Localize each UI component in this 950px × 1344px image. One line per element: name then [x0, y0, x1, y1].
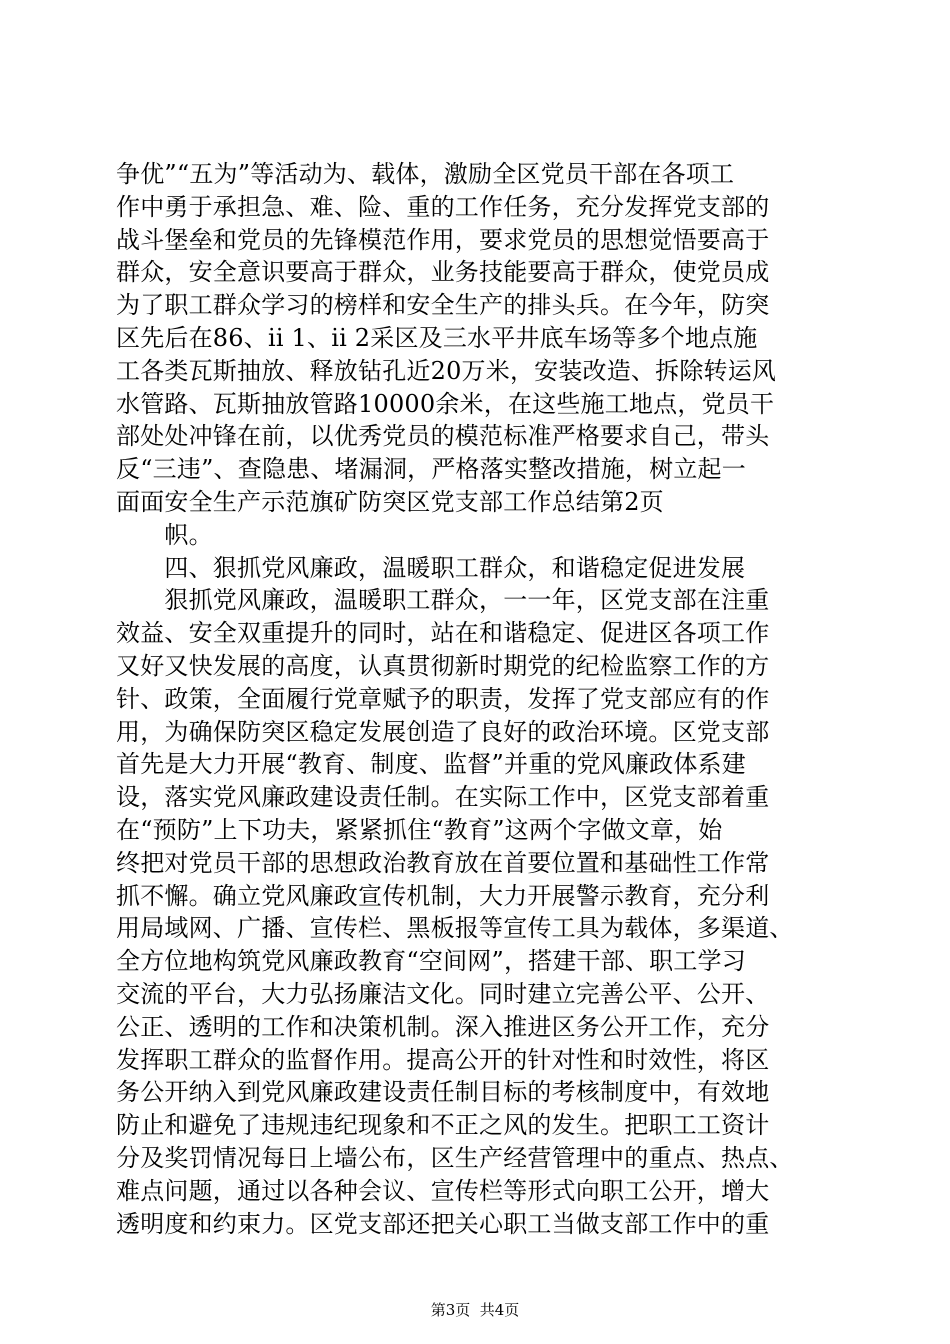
text-line: 工各类瓦斯抽放、释放钻孔近20万米，安装改造、拆除转运风: [116, 356, 777, 385]
text-line: 四、狠抓党风廉政，温暖职工群众，和谐稳定促进发展: [116, 553, 746, 582]
text-line: 防止和避免了违规违纪现象和不正之风的发生。把职工工资计: [116, 1111, 770, 1140]
text-line: 水管路、瓦斯抽放管路10000余米，在这些施工地点，党员干: [116, 389, 775, 418]
text-line: 全方位地构筑党风廉政教育“空间网”，搭建干部、职工学习: [116, 947, 746, 976]
text-line: 设，落实党风廉政建设责任制。在实际工作中，区党支部着重: [116, 783, 770, 812]
text-line: 群众，安全意识要高于群众，业务技能要高于群众，使党员成: [116, 258, 770, 287]
text-line: 效益、安全双重提升的同时，站在和谐稳定、促进区各项工作: [116, 619, 770, 648]
text-line: 在“预防”上下功夫，紧紧抓住“教育”这两个字做文章，始: [116, 815, 723, 844]
text-line: 透明度和约束力。区党支部还把关心职工当做支部工作中的重: [116, 1209, 770, 1238]
text-line: 公正、透明的工作和决策机制。深入推进区务公开工作，充分: [116, 1012, 770, 1041]
text-line: 务公开纳入到党风廉政建设责任制目标的考核制度中，有效地: [116, 1078, 770, 1107]
text-line: 针、政策，全面履行党章赋予的职责，发挥了党支部应有的作: [116, 684, 770, 713]
page-footer: 第3页 共4页: [430, 1301, 520, 1319]
text-line: 用局域网、广播、宣传栏、黑板报等宣传工具为载体，多渠道、: [116, 914, 794, 943]
text-line: 作中勇于承担急、难、险、重的工作任务，充分发挥党支部的: [116, 192, 770, 221]
body-text: [116, 158, 836, 1240]
text-line: 交流的平台，大力弘扬廉洁文化。同时建立完善公平、公开、: [116, 979, 770, 1008]
text-line: 难点问题，通过以各种会议、宣传栏等形式向职工公开，增大: [116, 1176, 770, 1205]
text-line: 为了职工群众学习的榜样和安全生产的排头兵。在今年，防突: [116, 291, 770, 320]
text-line: 用，为确保防突区稳定发展创造了良好的政治环境。区党支部: [116, 717, 770, 746]
text-line: 面面安全生产示范旗矿防突区党支部工作总结第2页: [116, 487, 664, 516]
text-line: 部处处冲锋在前，以优秀党员的模范标准严格要求自己，带头: [116, 422, 770, 451]
text-line: 抓不懈。确立党风廉政宣传机制，大力开展警示教育，充分利: [116, 881, 770, 910]
text-line: 又好又快发展的高度，认真贯彻新时期党的纪检监察工作的方: [116, 651, 770, 680]
text-line: 战斗堡垒和党员的先锋模范作用，要求党员的思想觉悟要高于: [116, 225, 770, 254]
text-line: 狠抓党风廉政，温暖职工群众，一一年，区党支部在注重: [116, 586, 770, 615]
text-line: 首先是大力开展“教育、制度、监督”并重的党风廉政体系建: [116, 750, 746, 779]
text-line: 帜。: [116, 520, 213, 549]
text-line: 分及奖罚情况每日上墙公布，区生产经营管理中的重点、热点、: [116, 1143, 794, 1172]
text-line: 终把对党员干部的思想政治教育放在首要位置和基础性工作常: [116, 848, 770, 877]
text-line: 争优”“五为”等活动为、载体，激励全区党员干部在各项工: [116, 160, 735, 188]
text-line: 区先后在86、ii 1、ii 2采区及三水平井底车场等多个地点施: [116, 323, 758, 352]
text-line: 反“三违”、查隐患、堵漏洞，严格落实整改措施，树立起一: [116, 455, 746, 484]
text-line: 发挥职工群众的监督作用。提高公开的针对性和时效性，将区: [116, 1045, 770, 1074]
